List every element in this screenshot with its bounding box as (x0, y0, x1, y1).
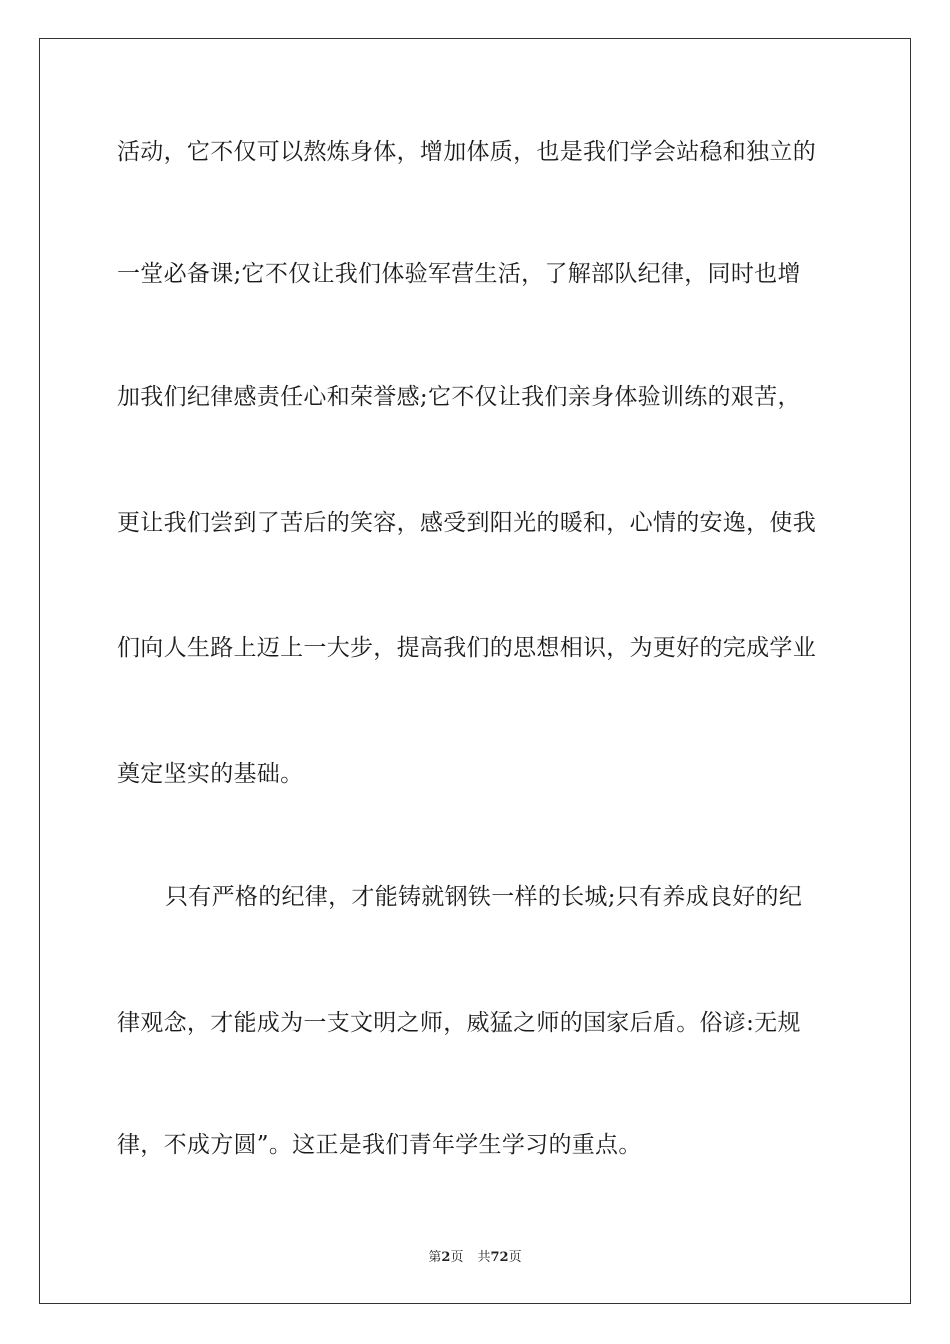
total-pages: 72 (490, 1250, 509, 1265)
paragraph-1-line-3: 加我们纪律感责任心和荣誉感;它不仅让我们亲身体验训练的艰苦， (117, 384, 801, 410)
paragraph-1-line-5: 们向人生路上迈上一大步，提高我们的思想相识，为更好的完成学业 (117, 635, 816, 661)
page-number: 2 (441, 1250, 451, 1265)
page-border (39, 38, 911, 1304)
page-suffix: 页 (450, 1250, 464, 1265)
paragraph-2-line-3: 律，不成方圆”。这正是我们青年学生学习的重点。 (117, 1132, 642, 1158)
paragraph-1-line-6: 奠定坚实的基础。 (117, 761, 304, 787)
paragraph-1-line-1: 活动，它不仅可以熬炼身体，增加体质，也是我们学会站稳和独立的 (117, 139, 816, 165)
total-prefix: 共 (477, 1250, 491, 1265)
page-prefix: 第 (428, 1250, 442, 1265)
paragraph-1-line-4: 更让我们尝到了苦后的笑容，感受到阳光的暖和，心情的安逸，使我 (117, 510, 816, 536)
total-suffix: 页 (508, 1250, 522, 1265)
paragraph-2-line-2: 律观念，才能成为一支文明之师，威猛之师的国家后盾。俗谚:无规 (117, 1010, 801, 1036)
paragraph-1-line-2: 一堂必备课;它不仅让我们体验军营生活，了解部队纪律，同时也增 (117, 261, 801, 287)
paragraph-2-line-1: 只有严格的纪律，才能铸就钢铁一样的长城;只有养成良好的纪 (165, 884, 803, 910)
page-footer (0, 1246, 950, 1265)
